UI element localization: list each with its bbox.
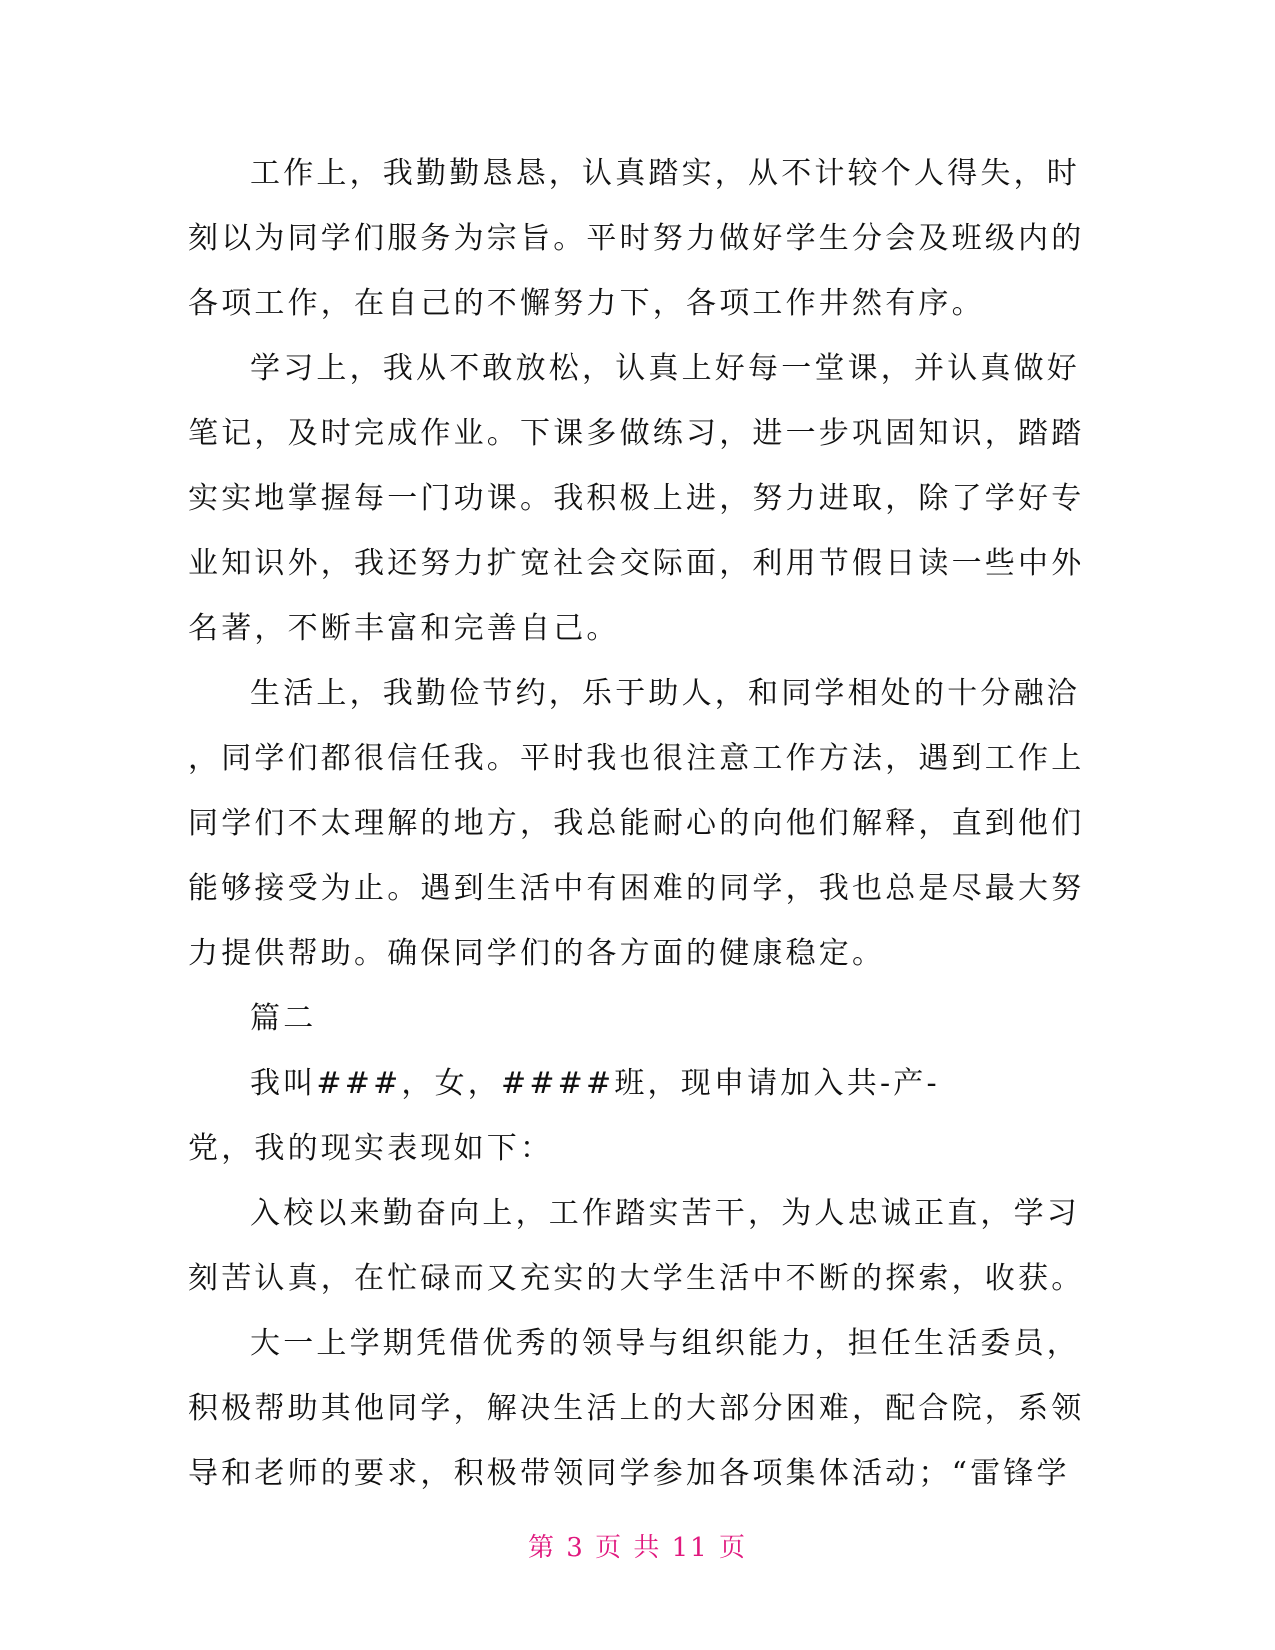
text-line: 名著，不断丰富和完善自己。 [188,611,620,646]
section-heading: 篇二 [250,1001,317,1036]
text-line: 工作上，我勤勤恳恳，认真踏实，从不计较个人得失，时 [250,156,1080,191]
text-line: 刻以为同学们服务为宗旨。平时努力做好学生分会及班级内的 [188,221,1085,256]
text-line: 积极帮助其他同学，解决生活上的大部分困难，配合院，系领 [188,1391,1085,1426]
text-line: 各项工作，在自己的不懈努力下，各项工作井然有序。 [188,286,985,321]
text-line: 笔记，及时完成作业。下课多做练习，进一步巩固知识，踏踏 [188,416,1085,451]
text-line: 生活上，我勤俭节约，乐于助人，和同学相处的十分融洽 [250,676,1080,711]
text-line: 实实地掌握每一门功课。我积极上进，努力进取，除了学好专 [188,481,1085,516]
text-line: 同学们不太理解的地方，我总能耐心的向他们解释，直到他们 [188,806,1085,841]
page-number-footer: 第 3 页 共 11 页 [528,1533,747,1563]
text-line: 入校以来勤奋向上，工作踏实苦干，为人忠诚正直，学习 [250,1196,1080,1231]
text-line: 力提供帮助。确保同学们的各方面的健康稳定。 [188,936,886,971]
text-line: 我叫###，女，####班，现申请加入共-产- [250,1066,940,1101]
text-line: 导和老师的要求，积极带领同学参加各项集体活动；“雷锋学 [188,1456,1070,1491]
text-line: 刻苦认真，在忙碌而又充实的大学生活中不断的探索，收获。 [188,1261,1085,1296]
text-line: ，同学们都很信任我。平时我也很注意工作方法，遇到工作上 [188,741,1085,776]
body-text [188,141,1085,1506]
text-line: 党，我的现实表现如下： [188,1131,554,1166]
text-line: 大一上学期凭借优秀的领导与组织能力，担任生活委员， [250,1326,1080,1361]
text-line: 业知识外，我还努力扩宽社会交际面，利用节假日读一些中外 [188,546,1085,581]
text-line: 学习上，我从不敢放松，认真上好每一堂课，并认真做好 [250,351,1080,386]
text-line: 能够接受为止。遇到生活中有困难的同学，我也总是尽最大努 [188,871,1085,906]
